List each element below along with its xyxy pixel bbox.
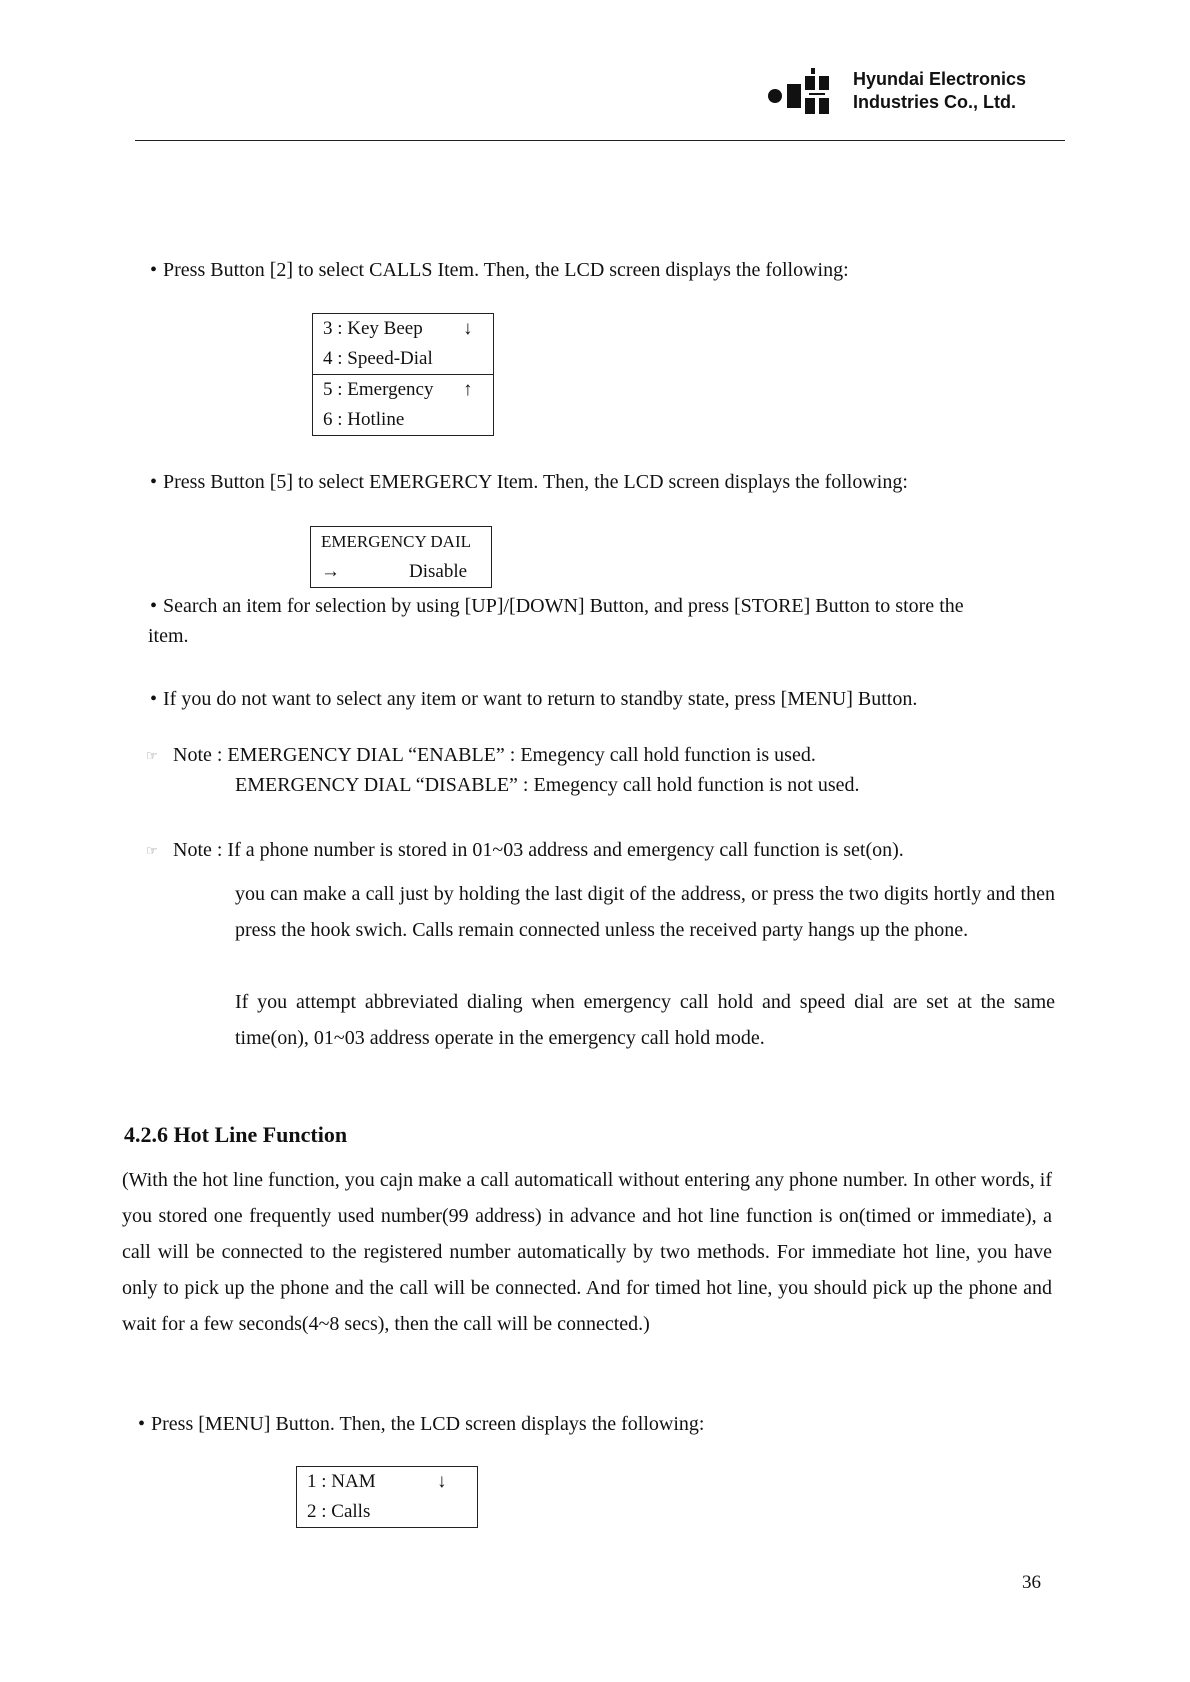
lcd-row — [311, 527, 491, 557]
company-line1: Hyundai Electronics — [853, 69, 1027, 89]
instruction-search-line1: • Search an item for selection by using [UP]/[DOWN] Button, and press [STORE] Button to store the — [150, 594, 964, 618]
instruction-calls: • Press Button [2] to select CALLS Item. Then, the LCD screen displays the following: — [150, 258, 849, 282]
instruction-press-menu: • Press [MENU] Button. Then, the LCD screen displays the following: — [138, 1412, 704, 1436]
lcd-row — [313, 314, 493, 344]
down-arrow-icon: ↓ — [437, 1471, 447, 1492]
hyundai-electronics-logo — [765, 66, 837, 118]
note-emergency — [146, 838, 904, 863]
note-disable-text: EMERGENCY DIAL “DISABLE” : Emegency call hold function is not used. — [235, 774, 860, 796]
lcd-row-label: 2 : Calls — [307, 1501, 371, 1522]
lcd-row-label: 3 : Key Beep — [323, 318, 423, 339]
lcd-row — [313, 344, 493, 374]
header-rule — [135, 140, 1065, 141]
note-enable-text: Note : EMERGENCY DIAL “ENABLE” : Emegency call hold function is used. — [173, 744, 816, 766]
down-arrow-icon: ↓ — [463, 318, 473, 339]
lcd-row — [313, 405, 493, 435]
pointing-hand-icon: ☞ — [146, 748, 158, 764]
note-emergency-body1: you can make a call just by holding the last digit of the address, or press the two digits hortly and then press the hook swich. Calls remain connected unless the received party hangs up the phone. — [235, 883, 1055, 941]
note-enable — [146, 743, 816, 768]
lcd-row-label: EMERGENCY DAIL — [321, 532, 471, 551]
section-intro: (With the hot line function, you cajn make a call automaticall without entering any phone number. In other words, if you stored one frequently used number(99 address) in advance and hot line function is on(timed or immediate), a call will be connected to the registered number automatically by two methods. For immediate hot line, you have only to pick up the phone and the call will be connected. And for timed hot line, you should pick up the phone and wait for a few seconds(4~8 secs), then the call will be connected.) — [122, 1169, 1052, 1335]
instruction-search-line2: item. — [148, 625, 189, 647]
lcd-row-label: 5 : Emergency — [323, 379, 434, 400]
company-line2: Industries Co., Ltd. — [853, 92, 1017, 112]
lcd-row-value: Disable — [409, 561, 468, 582]
lcd-screen-emergency — [310, 526, 492, 588]
company-name — [853, 68, 1026, 114]
lcd-row-label: 1 : NAM — [307, 1471, 376, 1492]
right-arrow-icon: → — [321, 561, 340, 582]
lcd-row-label: 6 : Hotline — [323, 409, 405, 430]
note-emergency-body2: If you attempt abbreviated dialing when emergency call hold and speed dial are set at the same time(on), 01~03 address operate in the emergency call hold mode. — [235, 991, 1055, 1049]
note-emergency-text: Note : If a phone number is stored in 01~03 address and emergency call function is set(on). — [173, 839, 904, 861]
lcd-row — [297, 1467, 477, 1497]
lcd-screen-menu — [296, 1466, 478, 1528]
lcd-row — [311, 557, 491, 587]
pointing-hand-icon: ☞ — [146, 843, 158, 859]
lcd-screen-calls — [312, 313, 494, 436]
instruction-menu: • If you do not want to select any item or want to return to standby state, press [MENU] Button. — [150, 687, 917, 711]
section-heading: 4.2.6 Hot Line Function — [124, 1122, 348, 1147]
page-number: 36 — [1022, 1572, 1041, 1593]
lcd-row-label: 4 : Speed-Dial — [323, 348, 433, 369]
up-arrow-icon: ↑ — [463, 379, 473, 400]
instruction-emergency: • Press Button [5] to select EMERGERCY Item. Then, the LCD screen displays the following: — [150, 470, 908, 494]
lcd-row — [297, 1497, 477, 1527]
lcd-row — [313, 374, 493, 405]
